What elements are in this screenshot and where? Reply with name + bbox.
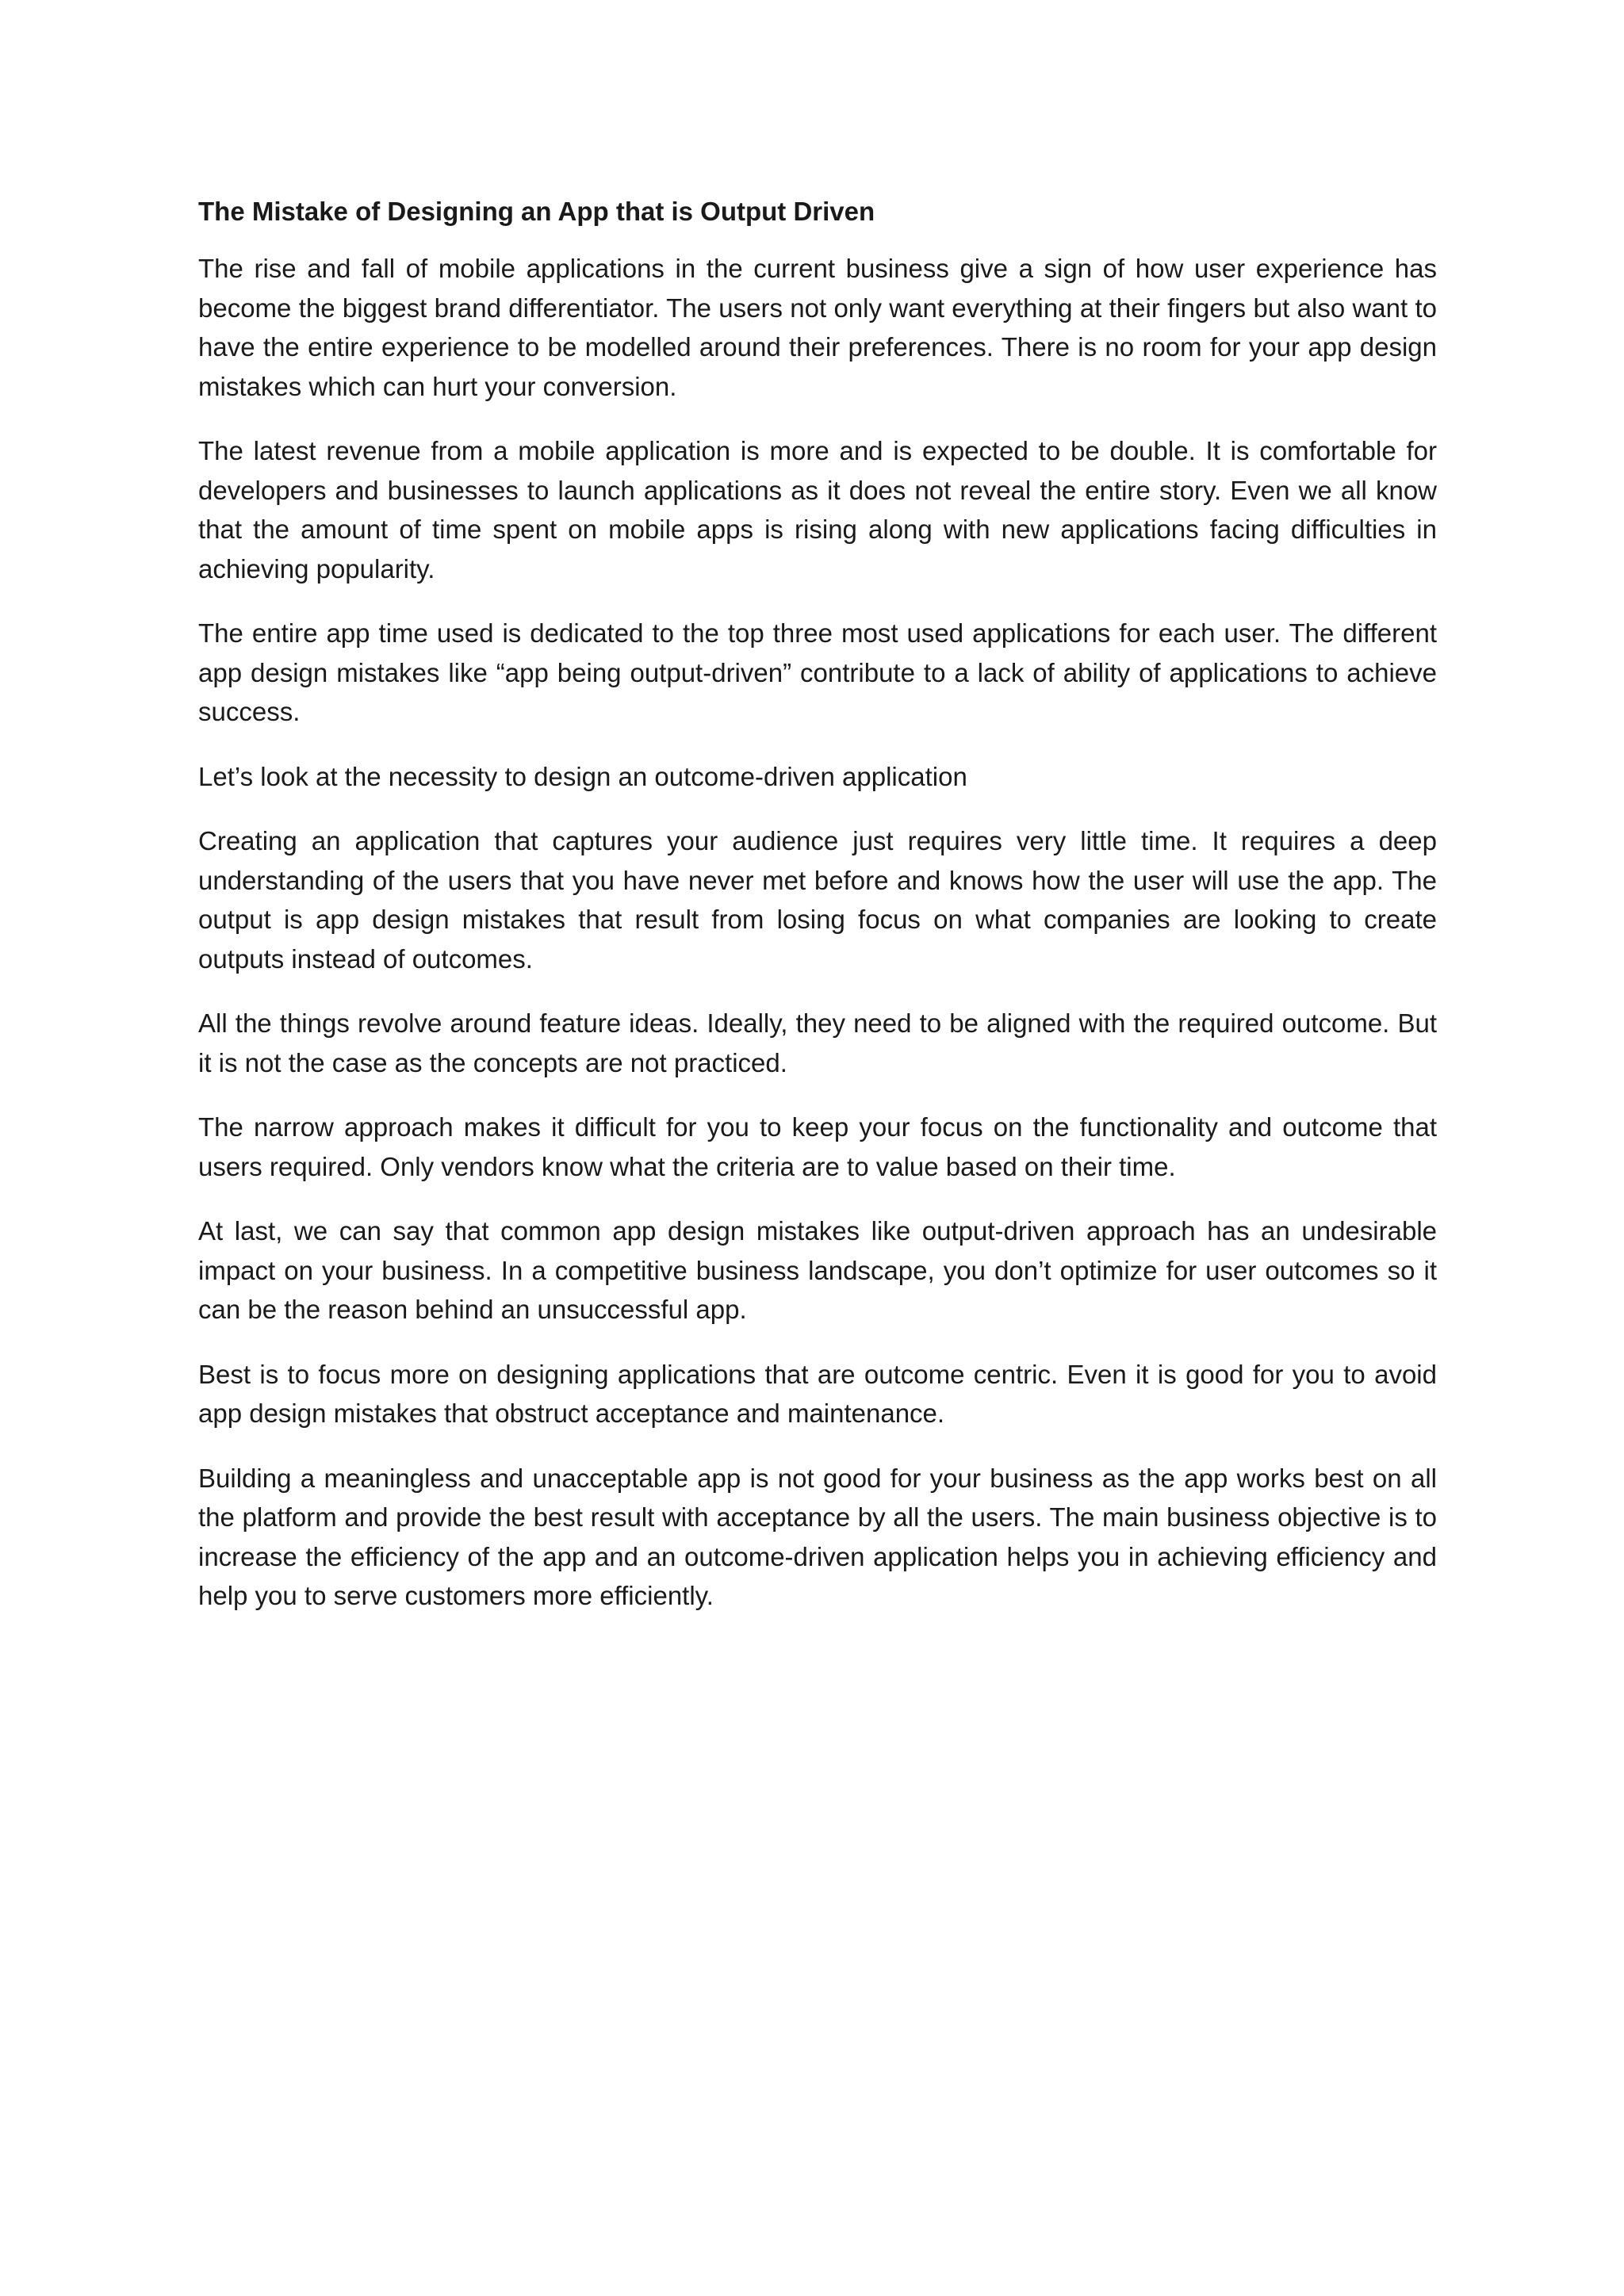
paragraph: The latest revenue from a mobile application is more and is expected to be double. It is comfortable for developers and businesses to launch applications as it does not reveal the entire story. Even we all know that the amount of time spent on mobile apps is rising along with new applications facing difficulties in achieving popularity.: [198, 436, 1437, 584]
document-title: The Mistake of Designing an App that is Output Driven: [198, 197, 875, 226]
paragraph: The entire app time used is dedicated to the top three most used applications for each user. The different app design mistakes like “app being output-driven” contribute to a lack of ability of applications to achieve success.: [198, 618, 1437, 726]
paragraph: The narrow approach makes it difficult for you to keep your focus on the functionality and outcome that users required. Only vendors know what the criteria are to value based on their time.: [198, 1112, 1437, 1181]
document-body: [198, 192, 1437, 1641]
paragraph: All the things revolve around feature ideas. Ideally, they need to be aligned with the required outcome. But it is not the case as the concepts are not practiced.: [198, 1008, 1437, 1077]
paragraph: Best is to focus more on designing applications that are outcome centric. Even it is good for you to avoid app design mistakes that obstruct acceptance and maintenance.: [198, 1359, 1437, 1428]
paragraph: Let’s look at the necessity to design an outcome-driven application: [198, 761, 967, 791]
paragraph: Creating an application that captures your audience just requires very little time. It requires a deep understanding of the users that you have never met before and knows how the user will use the app. The output is app design mistakes that result from losing focus on what companies are looking to create outputs instead of outcomes.: [198, 826, 1437, 974]
paragraph: The rise and fall of mobile applications in the current business give a sign of how user experience has become the biggest brand differentiator. The users not only want everything at their fingers but also want to have the entire experience to be modelled around their preferences. There is no room for your app design mistakes which can hurt your conversion.: [198, 254, 1437, 401]
paragraph: At last, we can say that common app design mistakes like output-driven approach has an undesirable impact on your business. In a competitive business landscape, you don’t optimize for user outcomes so it can be the reason behind an unsuccessful app.: [198, 1216, 1437, 1324]
paragraph: Building a meaningless and unacceptable app is not good for your business as the app works best on all the platform and provide the best result with acceptance by all the users. The main business objective is to increase the efficiency of the app and an outcome-driven application helps you in achieving efficiency and help you to serve customers more efficiently.: [198, 1463, 1437, 1610]
